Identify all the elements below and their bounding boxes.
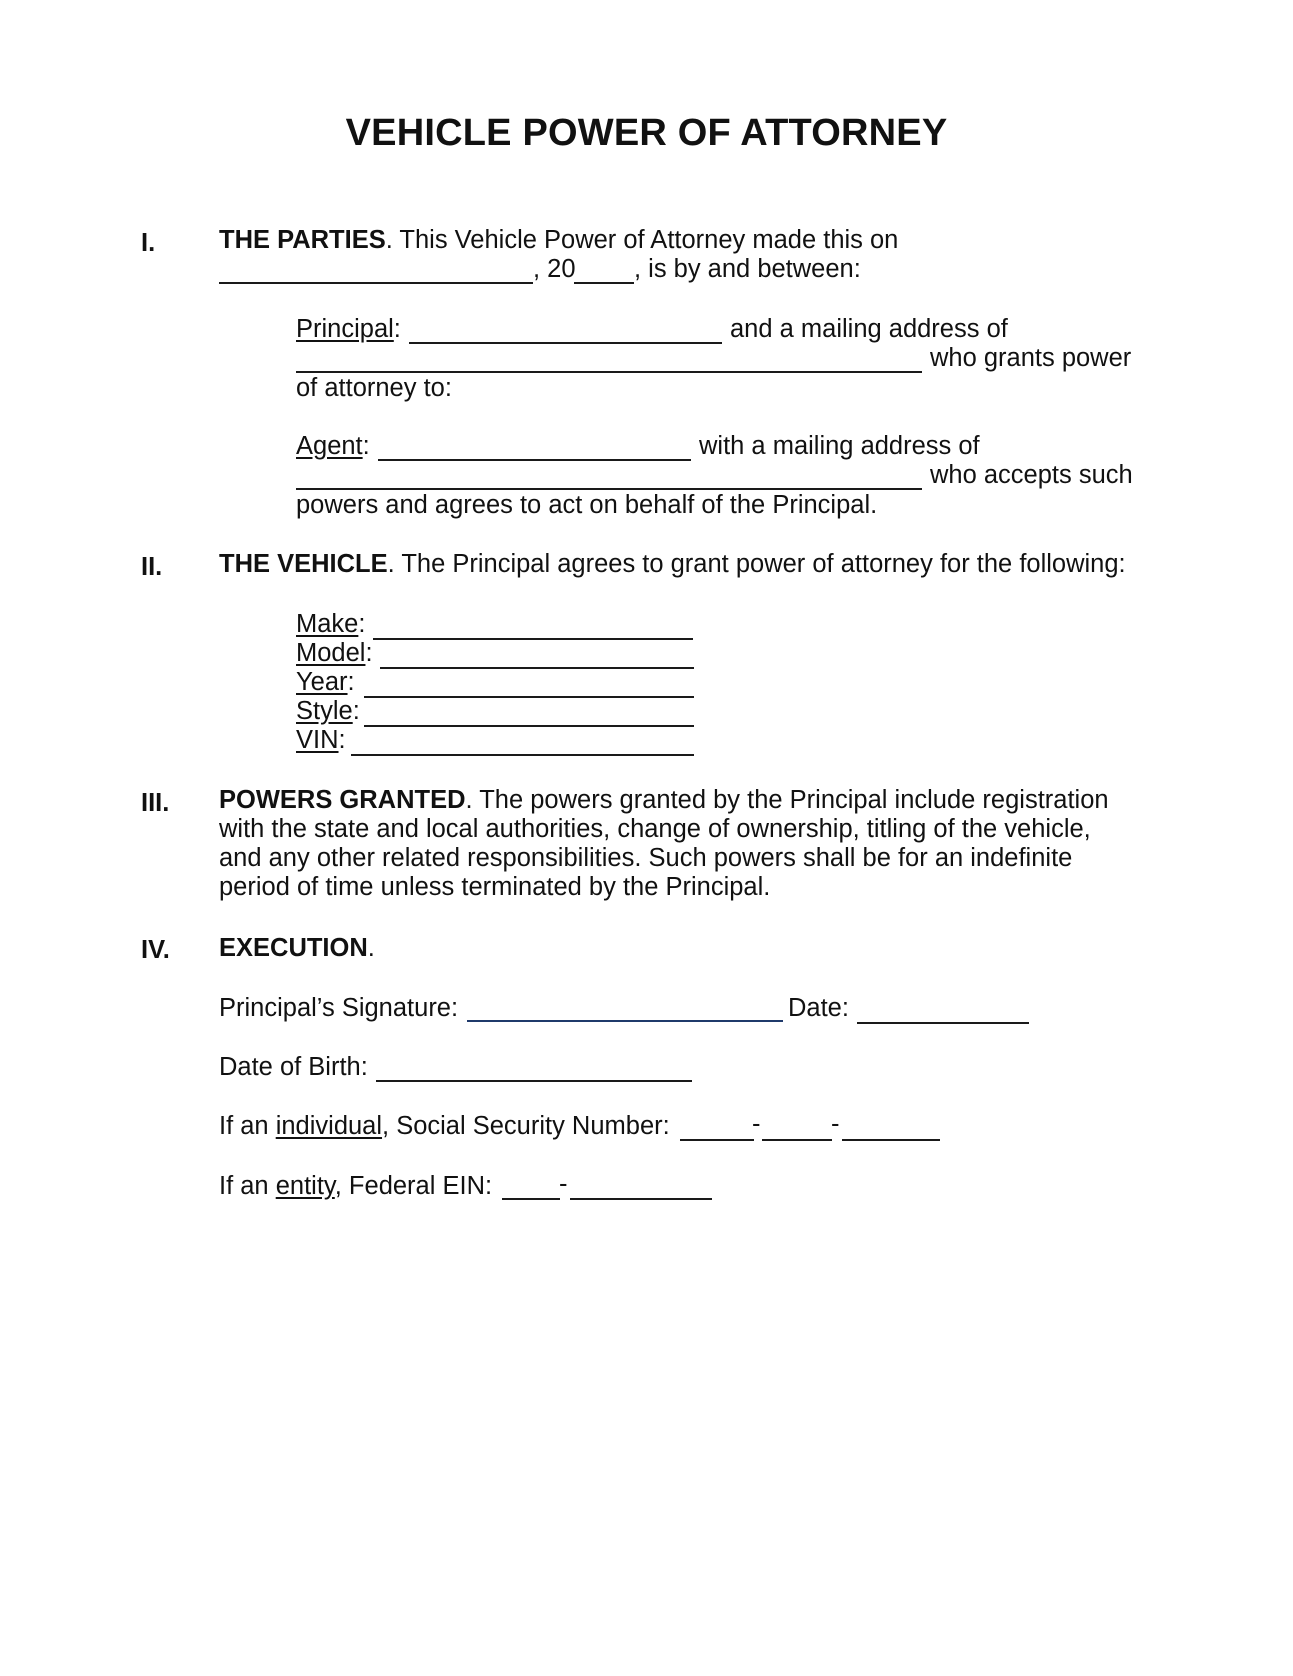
between-text: , is by and between: xyxy=(634,255,861,283)
style-blank[interactable] xyxy=(364,725,694,727)
vehicle-intro: THE VEHICLE. The Principal agrees to grant power of attorney for the following: xyxy=(219,550,1126,578)
model-blank[interactable] xyxy=(380,667,694,669)
signature-date-blank[interactable] xyxy=(857,1022,1029,1024)
ssn-dash-2: - xyxy=(831,1110,840,1138)
year-label: Year: xyxy=(296,668,355,696)
agent-tail-text: powers and agrees to act on behalf of the Principal. xyxy=(296,491,878,519)
make-label: Make: xyxy=(296,610,366,638)
ssn-label: If an individual, Social Security Number: xyxy=(219,1112,670,1140)
principal-mailing-text: and a mailing address of xyxy=(730,315,1008,343)
section-number-2: II. xyxy=(141,553,163,581)
agent-address-blank[interactable] xyxy=(296,488,922,490)
ein-dash: - xyxy=(559,1170,568,1198)
signature-label: Principal’s Signature: xyxy=(219,994,459,1022)
principal-address-blank[interactable] xyxy=(296,371,922,373)
principal-tail-text: of attorney to: xyxy=(296,374,452,402)
style-label: Style: xyxy=(296,697,360,725)
principal-signature-blank[interactable] xyxy=(467,1020,783,1022)
powers-paragraph: POWERS GRANTED. The powers granted by the Principal include registration with the state and local authorities, change of ownership, titling of the vehicle, and any other related responsibilities. Such powers shall be for an indefinite period of time unless terminated by the Principal. xyxy=(219,786,1109,901)
parties-intro-text: . This Vehicle Power of Attorney made this on xyxy=(385,226,899,254)
vehicle-heading: THE VEHICLE xyxy=(219,550,388,578)
ein-part2-blank[interactable] xyxy=(570,1198,712,1200)
execution-heading: EXECUTION xyxy=(219,934,368,962)
dob-label: Date of Birth: xyxy=(219,1053,368,1081)
principal-grants-text: who grants power xyxy=(930,344,1132,372)
ssn-part2-blank[interactable] xyxy=(762,1139,832,1141)
parties-intro xyxy=(219,226,898,255)
agent-label: Agent: xyxy=(296,432,370,460)
agent-name-blank[interactable] xyxy=(378,459,691,461)
agent-accepts-text: who accepts such xyxy=(930,461,1133,489)
year-prefix: , 20 xyxy=(533,255,576,283)
document-title: VEHICLE POWER OF ATTORNEY xyxy=(345,112,948,154)
section-number-1: I. xyxy=(141,229,156,257)
ssn-dash-1: - xyxy=(752,1110,761,1138)
year-blank[interactable] xyxy=(364,696,694,698)
agreement-year-blank[interactable] xyxy=(574,282,634,284)
model-label: Model: xyxy=(296,639,373,667)
vin-blank[interactable] xyxy=(351,754,694,756)
section-number-3: III. xyxy=(141,789,170,817)
powers-heading: POWERS GRANTED xyxy=(219,786,466,814)
ein-part1-blank[interactable] xyxy=(502,1198,560,1200)
ein-label: If an entity, Federal EIN: xyxy=(219,1172,493,1200)
ssn-part1-blank[interactable] xyxy=(680,1139,754,1141)
parties-heading: THE PARTIES xyxy=(219,226,386,254)
section-number-4: IV. xyxy=(141,936,170,964)
vin-label: VIN: xyxy=(296,726,346,754)
date-of-birth-blank[interactable] xyxy=(376,1080,692,1082)
ssn-part3-blank[interactable] xyxy=(842,1139,940,1141)
agreement-day-blank[interactable] xyxy=(219,282,533,284)
agent-mailing-text: with a mailing address of xyxy=(699,432,980,460)
make-blank[interactable] xyxy=(373,638,693,640)
principal-name-blank[interactable] xyxy=(409,342,722,344)
execution-heading-row: EXECUTION. xyxy=(219,934,375,962)
principal-label: Principal: xyxy=(296,315,401,343)
date-label: Date: xyxy=(788,994,849,1022)
